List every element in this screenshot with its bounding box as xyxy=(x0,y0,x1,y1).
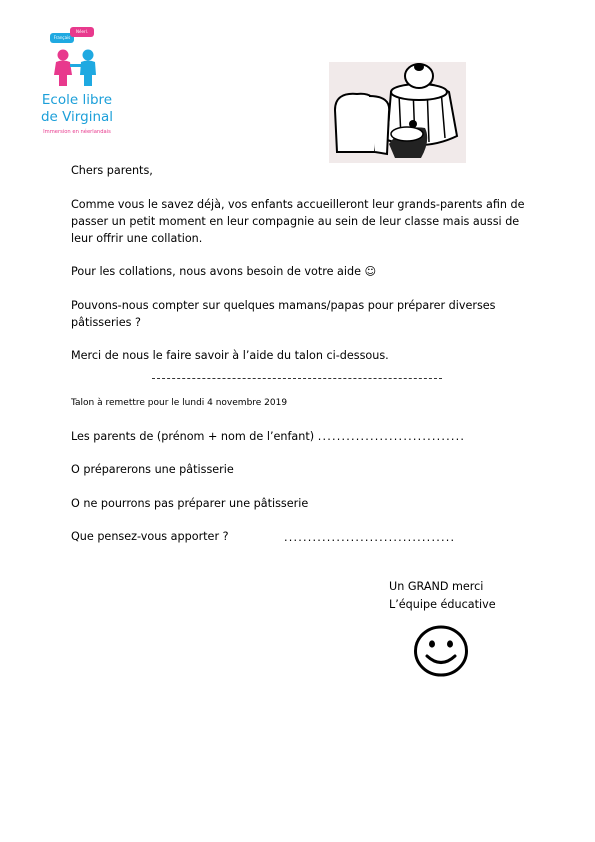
salutation: Chers parents, xyxy=(71,164,153,177)
parents-field-label: Les parents de (prénom + nom de l’enfant) xyxy=(71,430,315,443)
school-logo xyxy=(22,25,132,145)
question-label: Que pensez-vous apporter ? xyxy=(71,530,229,543)
option-prepare[interactable]: O préparerons une pâtisserie xyxy=(71,463,234,476)
paragraph-line: passer un petit moment en leur compagnie au sein de leur classe mais aussi de xyxy=(71,215,520,228)
paragraph-line: Comme vous le savez déjà, vos enfants accueilleront leur grands-parents afin de xyxy=(71,198,525,211)
thank-you-text: Merci de nous le faire savoir à l’aide du talon ci-dessous. xyxy=(71,349,389,362)
paragraph-line: Pouvons-nous compter sur quelques mamans/papas pour préparer diverses xyxy=(71,299,496,312)
pastry-illustration xyxy=(329,62,466,163)
logo-school-name-line2: de Virginal xyxy=(40,109,114,125)
closing-signature: L’équipe éducative xyxy=(389,598,496,611)
closing-thanks: Un GRAND merci xyxy=(389,580,484,593)
speech-bubble-right: Néerl. xyxy=(70,27,94,37)
help-request-text: Pour les collations, nous avons besoin de votre aide ☺ xyxy=(71,265,377,278)
logo-school-name-line1: Ecole libre xyxy=(41,92,113,108)
bread-and-cake-icon xyxy=(329,62,466,163)
question-fill-line[interactable]: .................................... xyxy=(284,531,456,544)
paragraph-line: pâtisseries ? xyxy=(71,316,141,329)
talon-deadline: Talon à remettre pour le lundi 4 novembre 2019 xyxy=(71,398,288,408)
paragraph-line: leur offrir une collation. xyxy=(71,232,203,245)
parents-field-row xyxy=(71,429,465,446)
speech-bubble-left: Français xyxy=(50,33,74,43)
parents-fill-line[interactable]: ............................... xyxy=(317,430,466,443)
children-icon xyxy=(50,49,104,87)
option-not-prepare[interactable]: O ne pourrons pas préparer une pâtisserie xyxy=(71,497,309,510)
logo-tagline: Immersion en néerlandais xyxy=(43,129,111,135)
cut-line-divider xyxy=(152,378,442,379)
smiley-icon xyxy=(413,625,469,677)
